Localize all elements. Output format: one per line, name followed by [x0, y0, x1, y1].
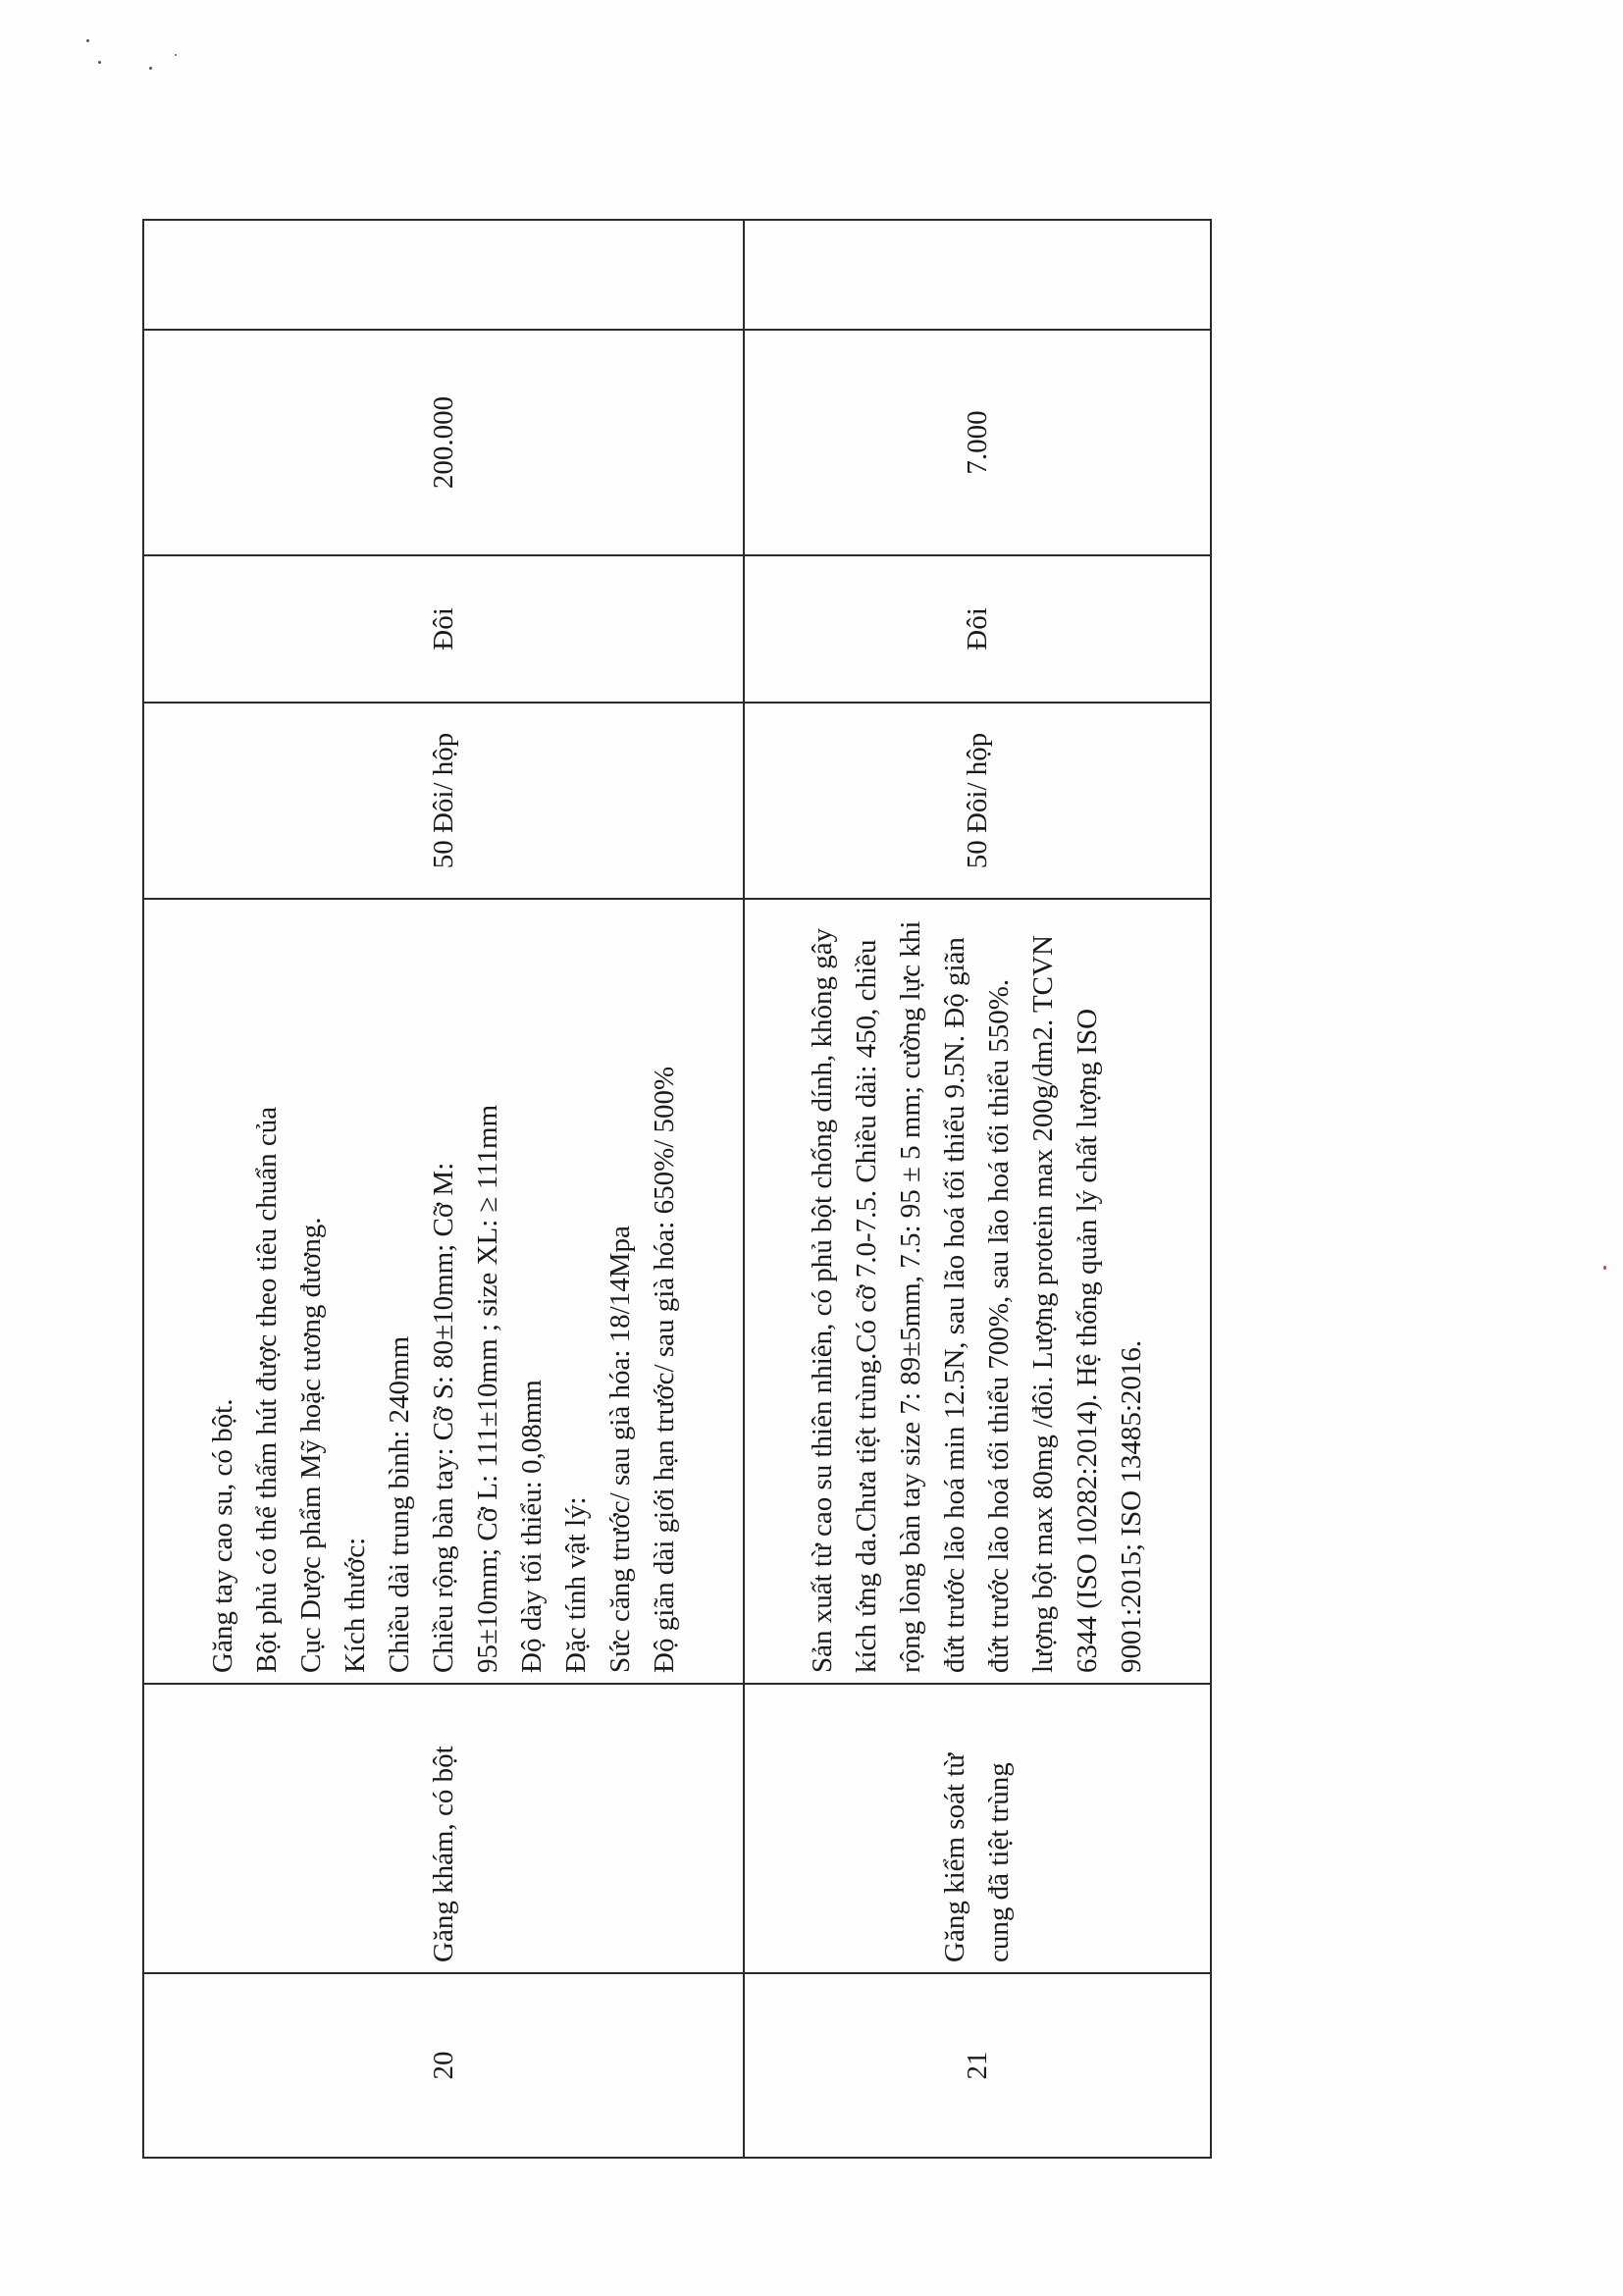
description-line: Chiều rộng bàn tay: Cỡ S: 80±10mm; Cỡ M:: [427, 1162, 459, 1673]
item-description: [744, 899, 1211, 1684]
empty-cell: [143, 220, 744, 330]
row-number: 21: [744, 1973, 1211, 2158]
packing: 50 Đôi/ hộp: [744, 703, 1211, 899]
specification-table: [142, 219, 1212, 2159]
item-description: [143, 899, 744, 1684]
rotated-table-container: [142, 221, 1210, 2159]
item-name: Găng khám, có bột: [143, 1684, 744, 1973]
unit: Đôi: [143, 555, 744, 703]
description-line: Bột phủ có thể thấm hút được theo tiêu chuẩn của: [250, 1106, 283, 1673]
description-line: Độ dày tối thiểu: 0,08mm: [515, 1380, 548, 1673]
description-line: Sức căng trước/ sau già hóa: 18/14Mpa: [603, 1226, 636, 1673]
item-name: Găng kiểm soát từ cung đã tiệt trùng: [744, 1684, 1211, 1973]
description-line: Đặc tính vật lý:: [559, 1496, 592, 1673]
table-row: [143, 220, 744, 2158]
unit: Đôi: [744, 555, 1211, 703]
row-number: 20: [143, 1973, 744, 2158]
table-row: [744, 220, 1211, 2158]
quantity: 200.000: [143, 330, 744, 555]
description-line: Chiều dài trung bình: 240mm: [383, 1335, 415, 1673]
description-line: Kích thước:: [339, 1537, 371, 1673]
description-line: Độ giãn dài giới hạn trước/ sau già hóa: 650%/ 500%: [648, 1066, 680, 1673]
packing: 50 Đôi/ hộp: [143, 703, 744, 899]
empty-cell: [744, 220, 1211, 330]
description-line: 95±10mm; Cỡ L: 111±10mm ; size XL: ≥ 111mm: [471, 1104, 503, 1673]
description-line: Găng tay cao su, có bột.: [206, 1398, 238, 1673]
quantity: 7.000: [744, 330, 1211, 555]
description-line: Cục Dược phẩm Mỹ hoặc tương đương.: [294, 1217, 327, 1673]
description-text: Sản xuất từ cao su thiên nhiên, có phủ bột chống dính, không gây kích ứng da.Chưa tiệt trùng.Có cỡ 7.0-7.5. Chiều dài: 450, chiều rộng lòng bàn tay size 7: 89±5mm, 7.5: 95 ± 5 mm; cường lực khi đứt trước lão hoá min 12.5N, sau lão hoá tối thiểu 9.5N. Độ giãn đứt trước lão hoá tối thiểu 700%, sau lão hoá tối thiểu 550%. lượng bột max 80mg /đôi. Lượng protein max 200g/dm2. TCVN 6344 (ISO 10282:2014). Hệ thống quản lý chất lượng ISO 9001:2015; ISO 13485:2016.: [807, 920, 1147, 1673]
